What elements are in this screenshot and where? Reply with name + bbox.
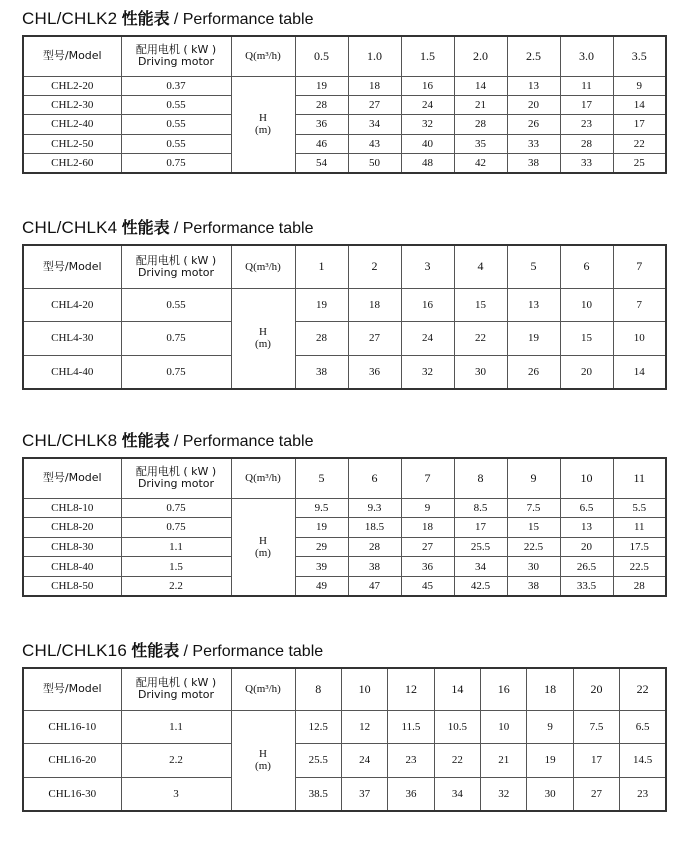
head-value: 22 xyxy=(454,322,507,356)
power-cell: 0.75 xyxy=(121,154,231,173)
head-value: 7.5 xyxy=(573,710,619,744)
column-header-motor xyxy=(121,245,231,288)
title-chinese: 性能表 xyxy=(121,431,170,450)
flow-value: 20 xyxy=(573,668,619,710)
column-header-motor xyxy=(121,36,231,76)
title-chinese: 性能表 xyxy=(121,218,170,237)
head-value: 18.5 xyxy=(348,518,401,538)
head-value: 26 xyxy=(507,355,560,389)
head-value: 24 xyxy=(341,744,387,778)
head-value: 24 xyxy=(401,95,454,114)
head-value: 22 xyxy=(434,744,480,778)
head-value: 10.5 xyxy=(434,710,480,744)
head-value: 23 xyxy=(388,744,434,778)
head-value: 50 xyxy=(348,154,401,173)
motor-label-cn: 配用电机 ( kW ) xyxy=(135,43,217,57)
head-value: 17 xyxy=(560,95,613,114)
head-value: 19 xyxy=(295,518,348,538)
table-row xyxy=(23,576,666,596)
head-value: 17 xyxy=(454,518,507,538)
head-value: 20 xyxy=(560,537,613,557)
head-value: 27 xyxy=(573,777,619,811)
head-value: 28 xyxy=(295,322,348,356)
motor-label-cn: 配用电机 ( kW ) xyxy=(135,465,217,479)
head-value: 17 xyxy=(573,744,619,778)
table-title xyxy=(22,6,313,29)
head-value: 14 xyxy=(613,95,666,114)
model-cell: CHL8-40 xyxy=(23,557,121,577)
head-value: 13 xyxy=(560,518,613,538)
head-value: 22 xyxy=(613,134,666,153)
power-cell: 1.1 xyxy=(121,710,231,744)
head-unit: (m) xyxy=(255,546,271,559)
power-cell: 0.75 xyxy=(121,355,231,389)
head-value: 39 xyxy=(295,557,348,577)
head-value: 38 xyxy=(295,355,348,389)
head-value: 28 xyxy=(613,576,666,596)
power-cell: 0.37 xyxy=(121,76,231,95)
table-row xyxy=(23,154,666,173)
head-value: 38.5 xyxy=(295,777,341,811)
power-cell: 1.1 xyxy=(121,537,231,557)
head-value: 10 xyxy=(481,710,527,744)
flow-value: 16 xyxy=(481,668,527,710)
head-value: 7.5 xyxy=(507,498,560,518)
head-value: 48 xyxy=(401,154,454,173)
column-header-flow: Q(m³/h) xyxy=(231,245,295,288)
column-header-flow: Q(m³/h) xyxy=(231,668,295,710)
head-value: 19 xyxy=(527,744,573,778)
head-value: 46 xyxy=(295,134,348,153)
model-cell: CHL8-20 xyxy=(23,518,121,538)
flow-value: 10 xyxy=(560,458,613,498)
motor-label-cn: 配用电机 ( kW ) xyxy=(135,676,217,690)
head-value: 7 xyxy=(613,288,666,322)
column-header-model: 型号/Model xyxy=(23,668,121,710)
head-value: 38 xyxy=(507,576,560,596)
header-row xyxy=(23,458,666,498)
head-value: 14 xyxy=(454,76,507,95)
flow-value: 5 xyxy=(507,245,560,288)
title-chinese: 性能表 xyxy=(131,641,180,660)
model-cell: CHL2-60 xyxy=(23,154,121,173)
model-cell: CHL8-10 xyxy=(23,498,121,518)
motor-label-cn: 配用电机 ( kW ) xyxy=(135,253,217,267)
head-value: 32 xyxy=(481,777,527,811)
head-value: 43 xyxy=(348,134,401,153)
head-value: 34 xyxy=(348,115,401,134)
flow-value: 9 xyxy=(507,458,560,498)
table-row xyxy=(23,557,666,577)
head-value: 26 xyxy=(507,115,560,134)
column-header-model: 型号/Model xyxy=(23,36,121,76)
head-value: 19 xyxy=(295,76,348,95)
model-cell: CHL4-30 xyxy=(23,322,121,356)
head-value: 37 xyxy=(341,777,387,811)
flow-value: 22 xyxy=(620,668,666,710)
head-value: 9 xyxy=(613,76,666,95)
head-value: 21 xyxy=(481,744,527,778)
power-cell: 2.2 xyxy=(121,744,231,778)
table-row xyxy=(23,744,666,778)
head-value: 34 xyxy=(434,777,480,811)
performance-table xyxy=(22,457,667,597)
head-value: 13 xyxy=(507,76,560,95)
table-row xyxy=(23,537,666,557)
head-value: 38 xyxy=(507,154,560,173)
flow-value: 18 xyxy=(527,668,573,710)
head-value: 19 xyxy=(507,322,560,356)
header-row xyxy=(23,36,666,76)
head-value: 36 xyxy=(388,777,434,811)
head-value: 25.5 xyxy=(295,744,341,778)
head-value: 15 xyxy=(507,518,560,538)
power-cell: 0.75 xyxy=(121,322,231,356)
head-value: 27 xyxy=(348,95,401,114)
head-value: 54 xyxy=(295,154,348,173)
header-row xyxy=(23,245,666,288)
model-cell: CHL16-10 xyxy=(23,710,121,744)
head-value: 10 xyxy=(560,288,613,322)
flow-value: 11 xyxy=(613,458,666,498)
flow-value: 0.5 xyxy=(295,36,348,76)
table-row xyxy=(23,777,666,811)
power-cell: 2.2 xyxy=(121,576,231,596)
header-row xyxy=(23,668,666,710)
head-label: H xyxy=(259,748,267,761)
table-row xyxy=(23,115,666,134)
head-value: 28 xyxy=(454,115,507,134)
head-value: 18 xyxy=(348,288,401,322)
head-value: 28 xyxy=(295,95,348,114)
flow-value: 2.0 xyxy=(454,36,507,76)
performance-table xyxy=(22,35,667,174)
column-header-model: 型号/Model xyxy=(23,245,121,288)
head-label: H xyxy=(259,112,267,125)
flow-value: 7 xyxy=(401,458,454,498)
head-value: 18 xyxy=(401,518,454,538)
head-value: 42 xyxy=(454,154,507,173)
motor-label-en: Driving motor xyxy=(137,55,215,69)
head-value: 49 xyxy=(295,576,348,596)
flow-value: 12 xyxy=(388,668,434,710)
head-label-cell xyxy=(231,710,295,811)
flow-value: 7 xyxy=(613,245,666,288)
head-value: 22.5 xyxy=(507,537,560,557)
flow-value: 4 xyxy=(454,245,507,288)
motor-label-en: Driving motor xyxy=(137,688,215,702)
head-value: 34 xyxy=(454,557,507,577)
model-cell: CHL2-50 xyxy=(23,134,121,153)
head-label-cell xyxy=(231,498,295,596)
head-value: 9.3 xyxy=(348,498,401,518)
flow-value: 6 xyxy=(348,458,401,498)
head-value: 40 xyxy=(401,134,454,153)
head-value: 36 xyxy=(295,115,348,134)
flow-value: 1.0 xyxy=(348,36,401,76)
flow-value: 2.5 xyxy=(507,36,560,76)
power-cell: 0.55 xyxy=(121,115,231,134)
model-cell: CHL2-30 xyxy=(23,95,121,114)
flow-value: 3.0 xyxy=(560,36,613,76)
table-row xyxy=(23,76,666,95)
title-chinese: 性能表 xyxy=(121,9,170,28)
head-value: 11 xyxy=(560,76,613,95)
table-row xyxy=(23,322,666,356)
head-value: 23 xyxy=(620,777,666,811)
model-cell: CHL16-30 xyxy=(23,777,121,811)
table-row xyxy=(23,95,666,114)
model-cell: CHL4-40 xyxy=(23,355,121,389)
table-row xyxy=(23,710,666,744)
title-english: / Performance table xyxy=(173,220,314,237)
head-label: H xyxy=(259,534,267,547)
head-value: 15 xyxy=(454,288,507,322)
model-cell: CHL2-20 xyxy=(23,76,121,95)
flow-value: 3.5 xyxy=(613,36,666,76)
head-value: 27 xyxy=(401,537,454,557)
series-name: CHL/CHLK2 xyxy=(22,9,118,28)
head-value: 6.5 xyxy=(620,710,666,744)
head-value: 11.5 xyxy=(388,710,434,744)
model-cell: CHL4-20 xyxy=(23,288,121,322)
table-row xyxy=(23,498,666,518)
head-value: 12.5 xyxy=(295,710,341,744)
head-value: 18 xyxy=(348,76,401,95)
flow-value: 5 xyxy=(295,458,348,498)
head-value: 20 xyxy=(560,355,613,389)
table-row xyxy=(23,518,666,538)
column-header-motor xyxy=(121,458,231,498)
head-value: 9 xyxy=(401,498,454,518)
head-value: 19 xyxy=(295,288,348,322)
head-label: H xyxy=(259,326,267,339)
performance-table xyxy=(22,244,667,390)
head-value: 14 xyxy=(613,355,666,389)
model-cell: CHL8-30 xyxy=(23,537,121,557)
motor-label-en: Driving motor xyxy=(137,477,215,491)
head-value: 25 xyxy=(613,154,666,173)
series-name: CHL/CHLK8 xyxy=(22,431,118,450)
model-cell: CHL16-20 xyxy=(23,744,121,778)
power-cell: 3 xyxy=(121,777,231,811)
head-unit: (m) xyxy=(255,760,271,773)
flow-value: 1 xyxy=(295,245,348,288)
head-value: 20 xyxy=(507,95,560,114)
head-value: 28 xyxy=(560,134,613,153)
flow-value: 10 xyxy=(341,668,387,710)
title-english: / Performance table xyxy=(173,11,314,28)
head-value: 23 xyxy=(560,115,613,134)
head-value: 30 xyxy=(454,355,507,389)
head-value: 30 xyxy=(527,777,573,811)
head-value: 15 xyxy=(560,322,613,356)
head-value: 24 xyxy=(401,322,454,356)
head-value: 17.5 xyxy=(613,537,666,557)
head-value: 28 xyxy=(348,537,401,557)
title-english: / Performance table xyxy=(183,643,324,660)
head-value: 47 xyxy=(348,576,401,596)
flow-value: 2 xyxy=(348,245,401,288)
head-value: 12 xyxy=(341,710,387,744)
series-name: CHL/CHLK4 xyxy=(22,218,118,237)
power-cell: 1.5 xyxy=(121,557,231,577)
head-value: 10 xyxy=(613,322,666,356)
head-value: 16 xyxy=(401,288,454,322)
power-cell: 0.75 xyxy=(121,518,231,538)
head-unit: (m) xyxy=(255,124,271,137)
head-value: 5.5 xyxy=(613,498,666,518)
power-cell: 0.55 xyxy=(121,288,231,322)
head-value: 17 xyxy=(613,115,666,134)
table-row xyxy=(23,134,666,153)
head-value: 26.5 xyxy=(560,557,613,577)
title-english: / Performance table xyxy=(173,433,314,450)
head-value: 30 xyxy=(507,557,560,577)
column-header-model: 型号/Model xyxy=(23,458,121,498)
head-value: 33 xyxy=(507,134,560,153)
table-row xyxy=(23,288,666,322)
head-value: 45 xyxy=(401,576,454,596)
performance-table xyxy=(22,667,667,812)
flow-value: 8 xyxy=(295,668,341,710)
table-row xyxy=(23,355,666,389)
head-value: 38 xyxy=(348,557,401,577)
model-cell: CHL2-40 xyxy=(23,115,121,134)
head-value: 14.5 xyxy=(620,744,666,778)
model-cell: CHL8-50 xyxy=(23,576,121,596)
head-value: 22.5 xyxy=(613,557,666,577)
head-value: 9 xyxy=(527,710,573,744)
head-value: 35 xyxy=(454,134,507,153)
head-value: 32 xyxy=(401,115,454,134)
head-value: 36 xyxy=(401,557,454,577)
column-header-flow: Q(m³/h) xyxy=(231,458,295,498)
flow-value: 6 xyxy=(560,245,613,288)
head-value: 21 xyxy=(454,95,507,114)
head-value: 36 xyxy=(348,355,401,389)
head-value: 11 xyxy=(613,518,666,538)
head-value: 9.5 xyxy=(295,498,348,518)
head-value: 29 xyxy=(295,537,348,557)
head-value: 27 xyxy=(348,322,401,356)
table-title xyxy=(22,428,313,451)
power-cell: 0.75 xyxy=(121,498,231,518)
head-value: 8.5 xyxy=(454,498,507,518)
motor-label-en: Driving motor xyxy=(137,265,215,279)
power-cell: 0.55 xyxy=(121,95,231,114)
power-cell: 0.55 xyxy=(121,134,231,153)
head-value: 33 xyxy=(560,154,613,173)
table-title xyxy=(22,215,313,238)
flow-value: 14 xyxy=(434,668,480,710)
head-value: 16 xyxy=(401,76,454,95)
column-header-motor xyxy=(121,668,231,710)
head-value: 13 xyxy=(507,288,560,322)
head-value: 6.5 xyxy=(560,498,613,518)
head-value: 32 xyxy=(401,355,454,389)
head-value: 42.5 xyxy=(454,576,507,596)
series-name: CHL/CHLK16 xyxy=(22,641,127,660)
head-value: 25.5 xyxy=(454,537,507,557)
column-header-flow: Q(m³/h) xyxy=(231,36,295,76)
flow-value: 8 xyxy=(454,458,507,498)
head-label-cell xyxy=(231,288,295,389)
head-unit: (m) xyxy=(255,338,271,351)
table-title xyxy=(22,638,323,661)
head-value: 33.5 xyxy=(560,576,613,596)
flow-value: 3 xyxy=(401,245,454,288)
flow-value: 1.5 xyxy=(401,36,454,76)
head-label-cell xyxy=(231,76,295,173)
